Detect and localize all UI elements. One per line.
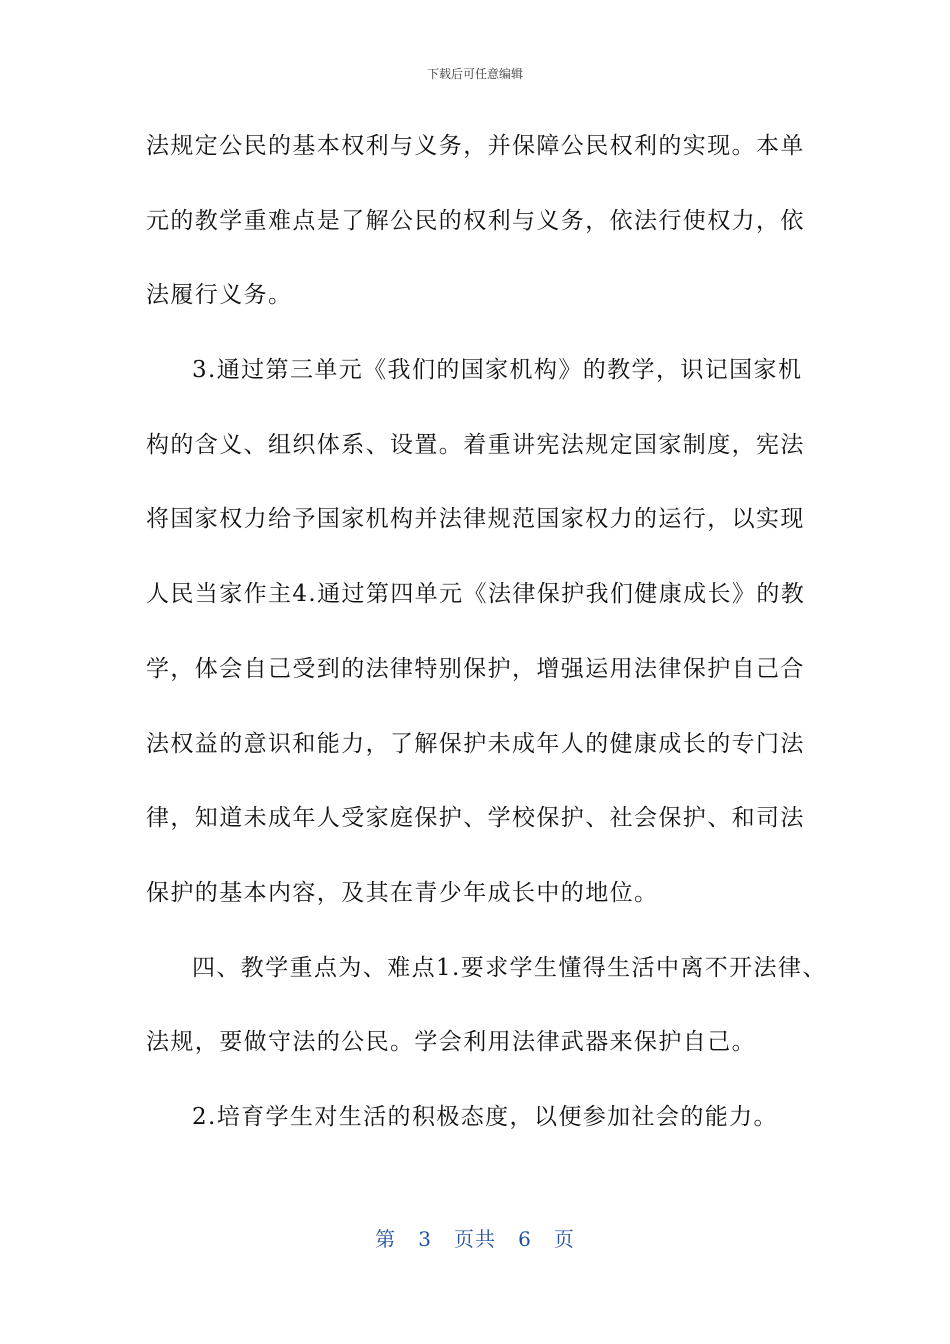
text-line: 律，知道未成年人受家庭保护、学校保护、社会保护、和司法	[146, 805, 805, 832]
paragraph-start-line: 四、教学重点为、难点1.要求学生懂得生活中离不开法律、	[192, 954, 827, 981]
page-header: 下载后可任意编辑	[426, 67, 523, 81]
page-footer	[0, 1226, 950, 1252]
text-line: 法履行义务。	[146, 282, 293, 309]
text-line: 构的含义、组织体系、设置。着重讲宪法规定国家制度，宪法	[146, 431, 805, 458]
text-line: 元的教学重难点是了解公民的权利与义务，依法行使权力，依	[146, 207, 805, 234]
text-line: 法权益的意识和能力，了解保护未成年人的健康成长的专门法	[146, 730, 805, 757]
text-line: 保护的基本内容，及其在青少年成长中的地位。	[146, 879, 659, 906]
page-number: 3	[418, 1227, 432, 1251]
text-line: 学，体会自己受到的法律特别保护，增强运用法律保护自己合	[146, 655, 805, 682]
text-line: 将国家权力给予国家机构并法律规范国家权力的运行，以实现	[146, 506, 805, 533]
text-line: 法规定公民的基本权利与义务，并保障公民权利的实现。本单	[146, 133, 805, 159]
text-line: 人民当家作主4.通过第四单元《法律保护我们健康成长》的教	[146, 581, 806, 608]
page-label-prefix: 第	[375, 1227, 397, 1251]
text-line: 法规，要做守法的公民。学会利用法律武器来保护自己。	[146, 1029, 756, 1056]
document-body	[146, 124, 827, 1170]
page-label-mid: 页共	[454, 1227, 496, 1251]
paragraph-start-line: 2.培育学生对生活的积极态度，以便参加社会的能力。	[192, 1103, 778, 1130]
paragraph-start-line: 3.通过第三单元《我们的国家机构》的教学，识记国家机	[192, 357, 803, 384]
page-label-suffix: 页	[553, 1227, 575, 1251]
total-pages: 6	[518, 1227, 532, 1251]
